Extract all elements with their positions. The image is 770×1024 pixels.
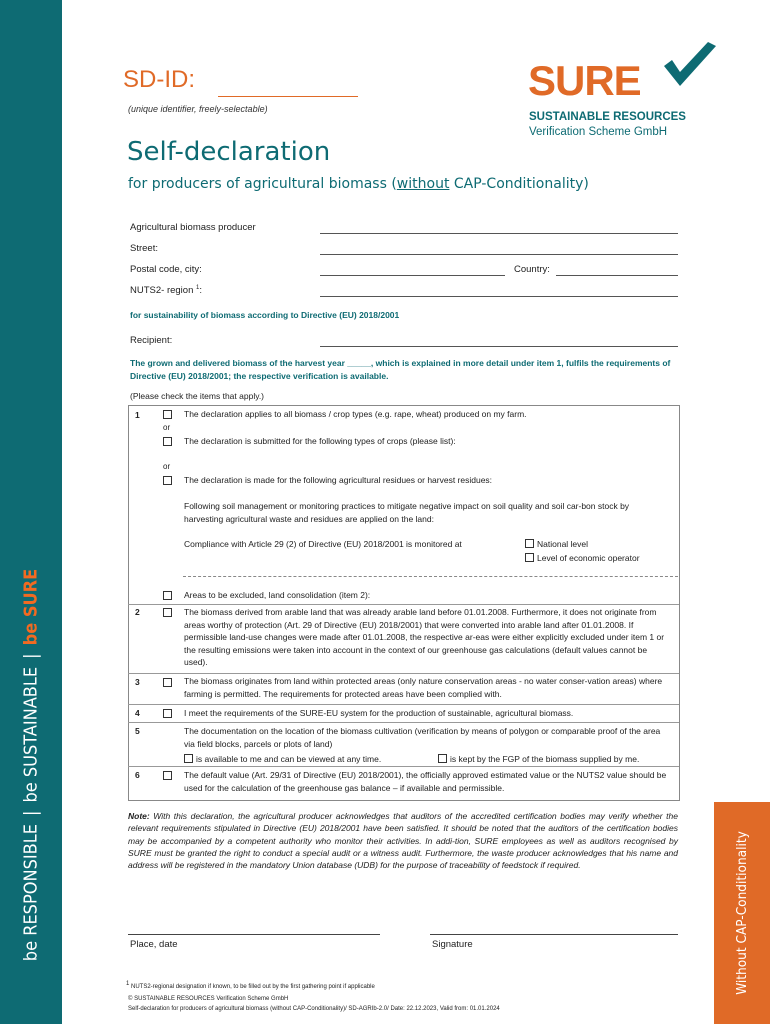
note-label: Note: [128, 811, 150, 821]
item-1e-option-operator[interactable] [525, 552, 675, 565]
logo-title: SUSTAINABLE RESOURCES [529, 111, 686, 123]
nuts2-text: NUTS2- region [130, 285, 194, 297]
item-number: 2 [135, 607, 140, 617]
page-title: Self-declaration [127, 137, 331, 167]
footnote [126, 981, 375, 990]
row-divider [128, 604, 679, 605]
footer-copyright: © SUSTAINABLE RESOURCES Verification Scheme GmbH [128, 996, 289, 1002]
logo-subtitle: Verification Scheme GmbH [529, 126, 668, 138]
item-2-checkbox[interactable] [163, 608, 172, 617]
item-2-text: The biomass derived from arable land that was already arable land before 01.01.2008. Furthermore, it does not originate from areas worthy of protection (Art. 29 of Directive (EU) 2018/2001) that were converted into arable land after 01.01.2008. If permissible land-use changes were made after 01.01.2008, the respective ar-eas were either explicitly excluded under item 1 or the resulting emissions were taken into account in the context of our greenhouse gas calculations (default values cannot be used). [184, 607, 665, 667]
recipient-label: Recipient: [130, 335, 173, 346]
item-1a-text: The declaration applies to all biomass / crop types (e.g. rape, wheat) produced on my farm. [184, 409, 527, 419]
row-divider [128, 704, 679, 705]
country-field[interactable] [556, 275, 678, 276]
footnote-text: NUTS2-regional designation if known, to be filled out by the first gathering point if applicable [131, 984, 375, 990]
slogan-sustainable: be SUSTAINABLE [20, 666, 42, 803]
conditionality-tab [714, 802, 770, 1024]
sd-id-input-line[interactable] [218, 96, 358, 97]
sure-logo [528, 42, 718, 147]
item-3-checkbox[interactable] [163, 678, 172, 687]
item-1e-option-national[interactable] [525, 538, 675, 551]
item-number: 5 [135, 726, 140, 736]
operator-level-label: Level of economic operator [537, 553, 640, 563]
left-brand-band [0, 0, 62, 1024]
place-date-label: Place, date [130, 939, 178, 950]
item-5-option-fgp[interactable] [438, 753, 678, 766]
logo-wordmark: SURE [528, 57, 641, 104]
signature-field[interactable] [430, 934, 678, 935]
conditionality-tab-label: Without CAP-Conditionality [734, 831, 750, 995]
check-hint: (Please check the items that apply.) [130, 391, 265, 401]
item-1f-text: Areas to be excluded, land consolidation (item 2): [184, 590, 371, 600]
write-in-line[interactable] [183, 576, 678, 577]
row-divider [128, 673, 679, 674]
signature-label: Signature [432, 939, 473, 950]
fgp-checkbox[interactable] [438, 754, 447, 763]
fgp-label: is kept by the FGP of the biomass supplied by me. [450, 754, 640, 764]
directive-line: for sustainability of biomass according to Directive (EU) 2018/2001 [130, 310, 400, 320]
available-checkbox[interactable] [184, 754, 193, 763]
sd-id-hint: (unique identifier, freely-selectable) [128, 104, 268, 114]
national-level-checkbox[interactable] [525, 539, 534, 548]
nuts2-colon: : [199, 285, 202, 297]
item-6-text: The default value (Art. 29/31 of Directive (EU) 2018/2001), the officially approved estimated value or the NUTS2 value should be used for the calculation of the greenhouse gas balance – if available and permissible. [184, 770, 667, 793]
or-label: or [163, 423, 171, 432]
row-divider [128, 722, 679, 723]
postal-field[interactable] [320, 275, 505, 276]
item-number: 4 [135, 708, 140, 718]
nuts2-label [130, 285, 202, 296]
item-5-option-available[interactable] [184, 753, 434, 766]
item-1a-checkbox[interactable] [163, 410, 172, 419]
place-date-field[interactable] [128, 934, 380, 935]
item-5-text: The documentation on the location of the biomass cultivation (verification by means of polygon or comparable proof of the area via field blocks, parcels or plots of land) [184, 726, 661, 749]
harvest-statement: The grown and delivered biomass of the harvest year _____, which is explained in more detail under item 1, fulfils the requirements of Directive (EU) 2018/2001; the respective verification is available. [130, 358, 671, 381]
item-4-checkbox[interactable] [163, 709, 172, 718]
slogan-separator: | [20, 810, 42, 816]
nuts2-footnote-mark: 1 [196, 285, 200, 291]
item-6-checkbox[interactable] [163, 771, 172, 780]
item-1c-checkbox[interactable] [163, 476, 172, 485]
nuts2-field[interactable] [320, 296, 678, 297]
or-label: or [163, 462, 171, 471]
street-label: Street: [130, 243, 158, 254]
sd-id-label: SD-ID: [123, 66, 195, 93]
recipient-field[interactable] [320, 346, 678, 347]
page-subtitle [128, 176, 589, 192]
item-4-text: I meet the requirements of the SURE-EU system for the production of sustainable, agricultural biomass. [184, 708, 574, 718]
subtitle-after: CAP-Conditionality) [449, 176, 589, 192]
item-1d-text: Following soil management or monitoring practices to mitigate negative impact on soil quality and soil car-bon stock by harvesting agricultural waste and residues are applied on the land: [184, 501, 630, 524]
item-number: 1 [135, 410, 140, 420]
slogan-sure: be SURE [20, 568, 42, 646]
slogan-separator: | [20, 653, 42, 659]
postal-label: Postal code, city: [130, 264, 202, 275]
subtitle-underlined: without [396, 176, 450, 192]
footnote-mark: 1 [126, 981, 130, 987]
note-paragraph [128, 810, 678, 871]
producer-field[interactable] [320, 233, 678, 234]
item-1e-text: Compliance with Article 29 (2) of Directive (EU) 2018/2001 is monitored at [184, 539, 462, 549]
country-label: Country: [514, 264, 550, 275]
brand-slogan [21, 535, 42, 995]
checkmark-icon [660, 42, 718, 90]
item-1b-text: The declaration is submitted for the following types of crops (please list): [184, 436, 456, 446]
street-field[interactable] [320, 254, 678, 255]
subtitle-before: for producers of agricultural biomass ( [128, 176, 397, 192]
available-label: is available to me and can be viewed at any time. [196, 754, 382, 764]
item-1b-checkbox[interactable] [163, 437, 172, 446]
footer-document-info: Self-declaration for producers of agricultural biomass (without CAP-Conditionality)/ SD-AGRIb-2.0/ Date: 22.12.2023, Valid from: 01.01.2024 [128, 1006, 500, 1012]
item-1c-text: The declaration is made for the following agricultural residues or harvest residues: [184, 475, 493, 485]
note-text: With this declaration, the agricultural producer acknowledges that auditors of the accredited certification bodies may verify whether the relevant requirements stipulated in Directive (EU) 2018/2001 have been satisfied. It should be noted that the auditors of the certification bodies may be accompanied by a competent authority who monitor their activities. In addi-tion, SURE employees as well as auditors recognised by SURE must be granted the right to conduct a special audit or a witness audit. Furthermore, the waste producer acknowledges that his name and address will be registered in the mandatory Union database (UDB) for the purpose of traceability of feedstock if required. [128, 811, 678, 871]
item-3-text: The biomass originates from land within protected areas (only nature conservation areas - no water conser-vation areas) where farming is permitted. The requirements for protected areas have been complied with. [184, 676, 663, 699]
producer-label: Agricultural biomass producer [130, 222, 256, 233]
item-number: 6 [135, 770, 140, 780]
operator-level-checkbox[interactable] [525, 553, 534, 562]
item-number: 3 [135, 677, 140, 687]
slogan-responsible: be RESPONSIBLE [20, 824, 42, 962]
item-1f-checkbox[interactable] [163, 591, 172, 600]
national-level-label: National level [537, 539, 589, 549]
row-divider [128, 766, 679, 767]
